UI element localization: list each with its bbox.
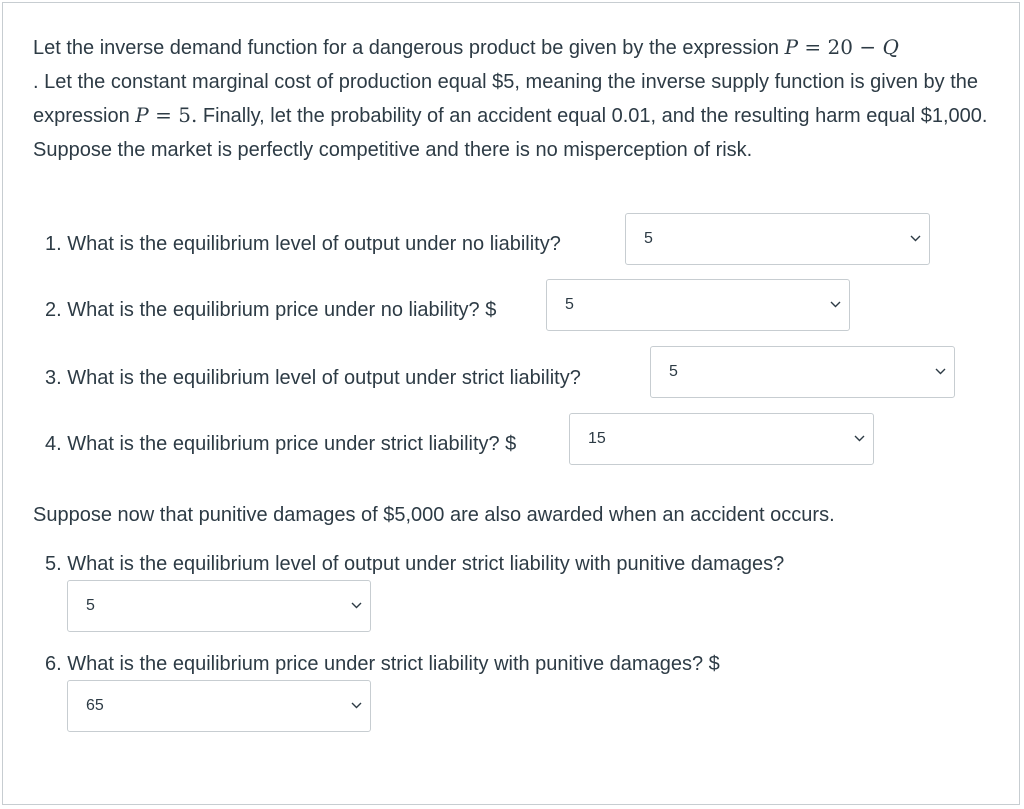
intro-text-2: . Let the constant marginal cost of production equal $5, meaning the inverse supply function is given by the expression	[33, 70, 979, 127]
chevron-down-icon	[854, 435, 865, 442]
demand-expression-lhs: P	[784, 35, 799, 59]
question-3-text: 3. What is the equilibrium level of output under strict liability?	[45, 367, 581, 389]
question-5-selected-value: 5	[86, 597, 95, 614]
question-2-selected-value: 5	[565, 296, 574, 313]
supply-expression-eq: = 5.	[148, 103, 198, 127]
question-1-answer-select[interactable]	[625, 213, 930, 265]
question-4-text: 4. What is the equilibrium price under strict liability? $	[45, 433, 517, 455]
problem-statement	[33, 31, 1003, 167]
demand-expression-rhs: Q	[882, 35, 899, 59]
supply-expression-lhs: P	[135, 103, 149, 127]
question-4-selected-value: 15	[588, 430, 606, 447]
question-3-selected-value: 5	[669, 363, 678, 380]
question-6-selected-value: 65	[86, 697, 104, 714]
chevron-down-icon	[935, 368, 946, 375]
question-5-answer-select[interactable]	[67, 580, 371, 632]
demand-expression-eq: = 20 −	[798, 35, 883, 59]
question-3-answer-select[interactable]	[650, 346, 955, 398]
intro-text-3: Finally, let the probability of an accident equal 0.01, and the resulting harm equal $1,000. Suppose the market is perfectly competitive and there is no misperception of risk.	[33, 105, 988, 161]
chevron-down-icon	[830, 301, 841, 308]
chevron-down-icon	[910, 235, 921, 242]
question-2-text: 2. What is the equilibrium price under no liability? $	[45, 299, 497, 321]
chevron-down-icon	[351, 602, 362, 609]
question-6-text: 6. What is the equilibrium price under strict liability with punitive damages? $	[45, 653, 720, 675]
intro-text-1: Let the inverse demand function for a dangerous product be given by the expression	[33, 37, 785, 59]
chevron-down-icon	[351, 702, 362, 709]
question-6-answer-select[interactable]	[67, 680, 371, 732]
question-5-text: 5. What is the equilibrium level of output under strict liability with punitive damages?	[45, 553, 785, 575]
question-1-selected-value: 5	[644, 230, 653, 247]
punitive-damages-note: Suppose now that punitive damages of $5,000 are also awarded when an accident occurs.	[33, 504, 835, 526]
supply-expression	[135, 103, 197, 127]
question-container	[2, 2, 1020, 805]
question-4-answer-select[interactable]	[569, 413, 874, 465]
demand-expression	[785, 35, 899, 59]
question-2-answer-select[interactable]	[546, 279, 850, 331]
question-1-text: 1. What is the equilibrium level of output under no liability?	[45, 233, 561, 255]
